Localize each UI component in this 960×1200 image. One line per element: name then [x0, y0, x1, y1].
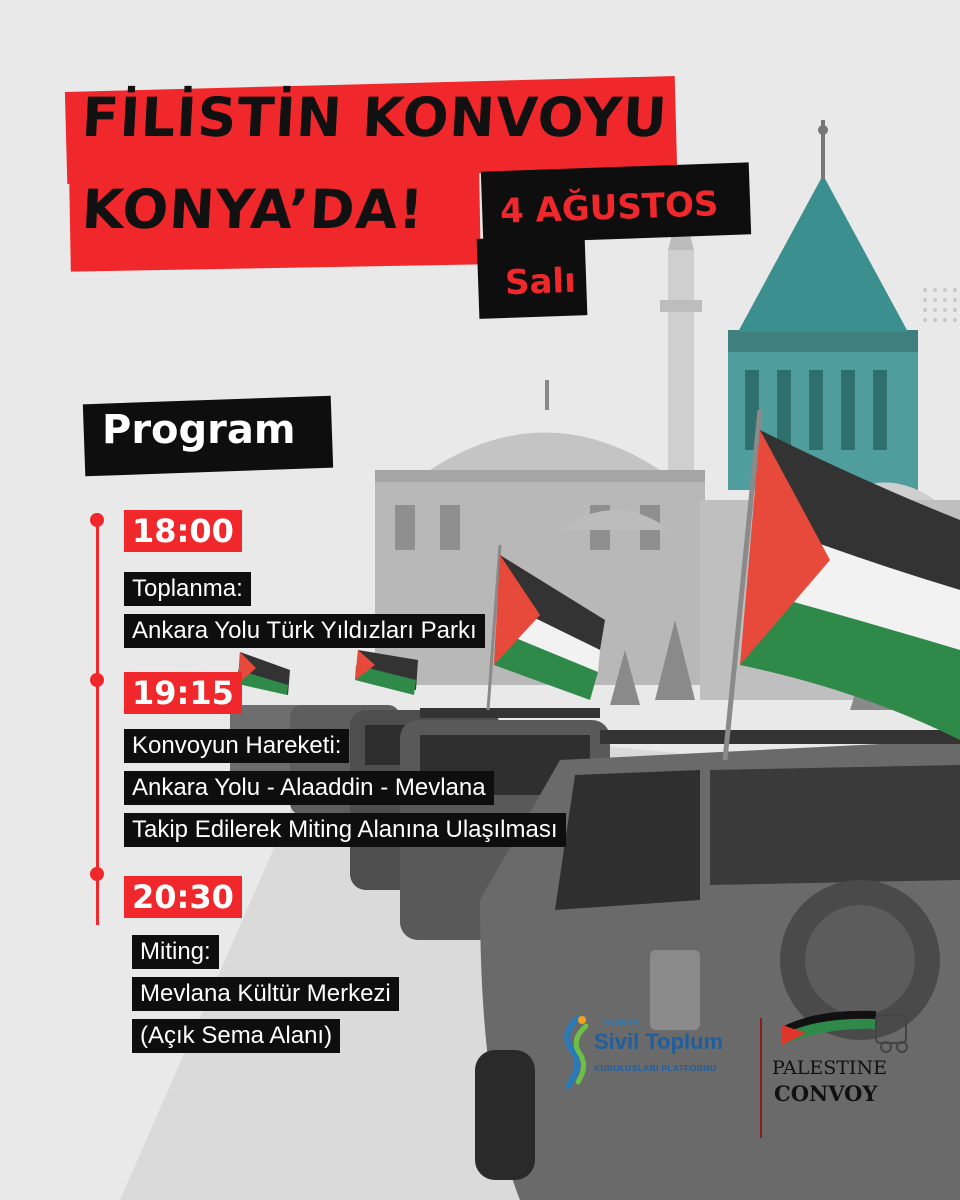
schedule-time-1: 18:00 [124, 510, 242, 552]
timeline-dot [90, 673, 104, 687]
dot-pattern [923, 288, 957, 322]
timeline-line [96, 520, 99, 925]
logo-konya-text: KONYA [604, 1018, 640, 1029]
convoy-logo-line2: CONVOY [774, 1081, 878, 1106]
title-line-1: FİLİSTİN KONVOYU [80, 86, 670, 149]
timeline-dot [90, 867, 104, 881]
schedule-line: Ankara Yolu - Alaaddin - Mevlana [124, 771, 494, 805]
schedule-time-3: 20:30 [124, 876, 242, 918]
convoy-truck-icon [776, 1005, 916, 1057]
schedule-line: Mevlana Kültür Merkezi [132, 977, 399, 1011]
logo-main-text: Sivil Toplum [594, 1029, 724, 1054]
palestine-convoy-logo [770, 1005, 920, 1115]
timeline-dot [90, 513, 104, 527]
sivil-toplum-logo [556, 1012, 740, 1092]
schedule-line: Toplanma: [124, 572, 251, 606]
logo-divider [760, 1018, 762, 1138]
schedule-line: (Açık Sema Alanı) [132, 1019, 340, 1053]
event-date: 4 AĞUSTOS [499, 184, 720, 232]
title-line-2: KONYA’DA! [80, 178, 426, 241]
schedule-line: Miting: [132, 935, 219, 969]
sivil-toplum-emblem-icon [556, 1012, 596, 1092]
logo-sub-text: KURULUŞLARI PLATFORMU [594, 1063, 717, 1073]
program-heading: Program [102, 407, 296, 453]
event-day: Salı [504, 260, 577, 304]
schedule-line: Ankara Yolu Türk Yıldızları Parkı [124, 614, 485, 648]
schedule-time-2: 19:15 [124, 672, 242, 714]
schedule-line: Takip Edilerek Miting Alanına Ulaşılması [124, 813, 566, 847]
minaret [660, 200, 702, 500]
schedule-line: Konvoyun Hareketi: [124, 729, 349, 763]
convoy-logo-line1: PALESTINE [772, 1057, 887, 1079]
